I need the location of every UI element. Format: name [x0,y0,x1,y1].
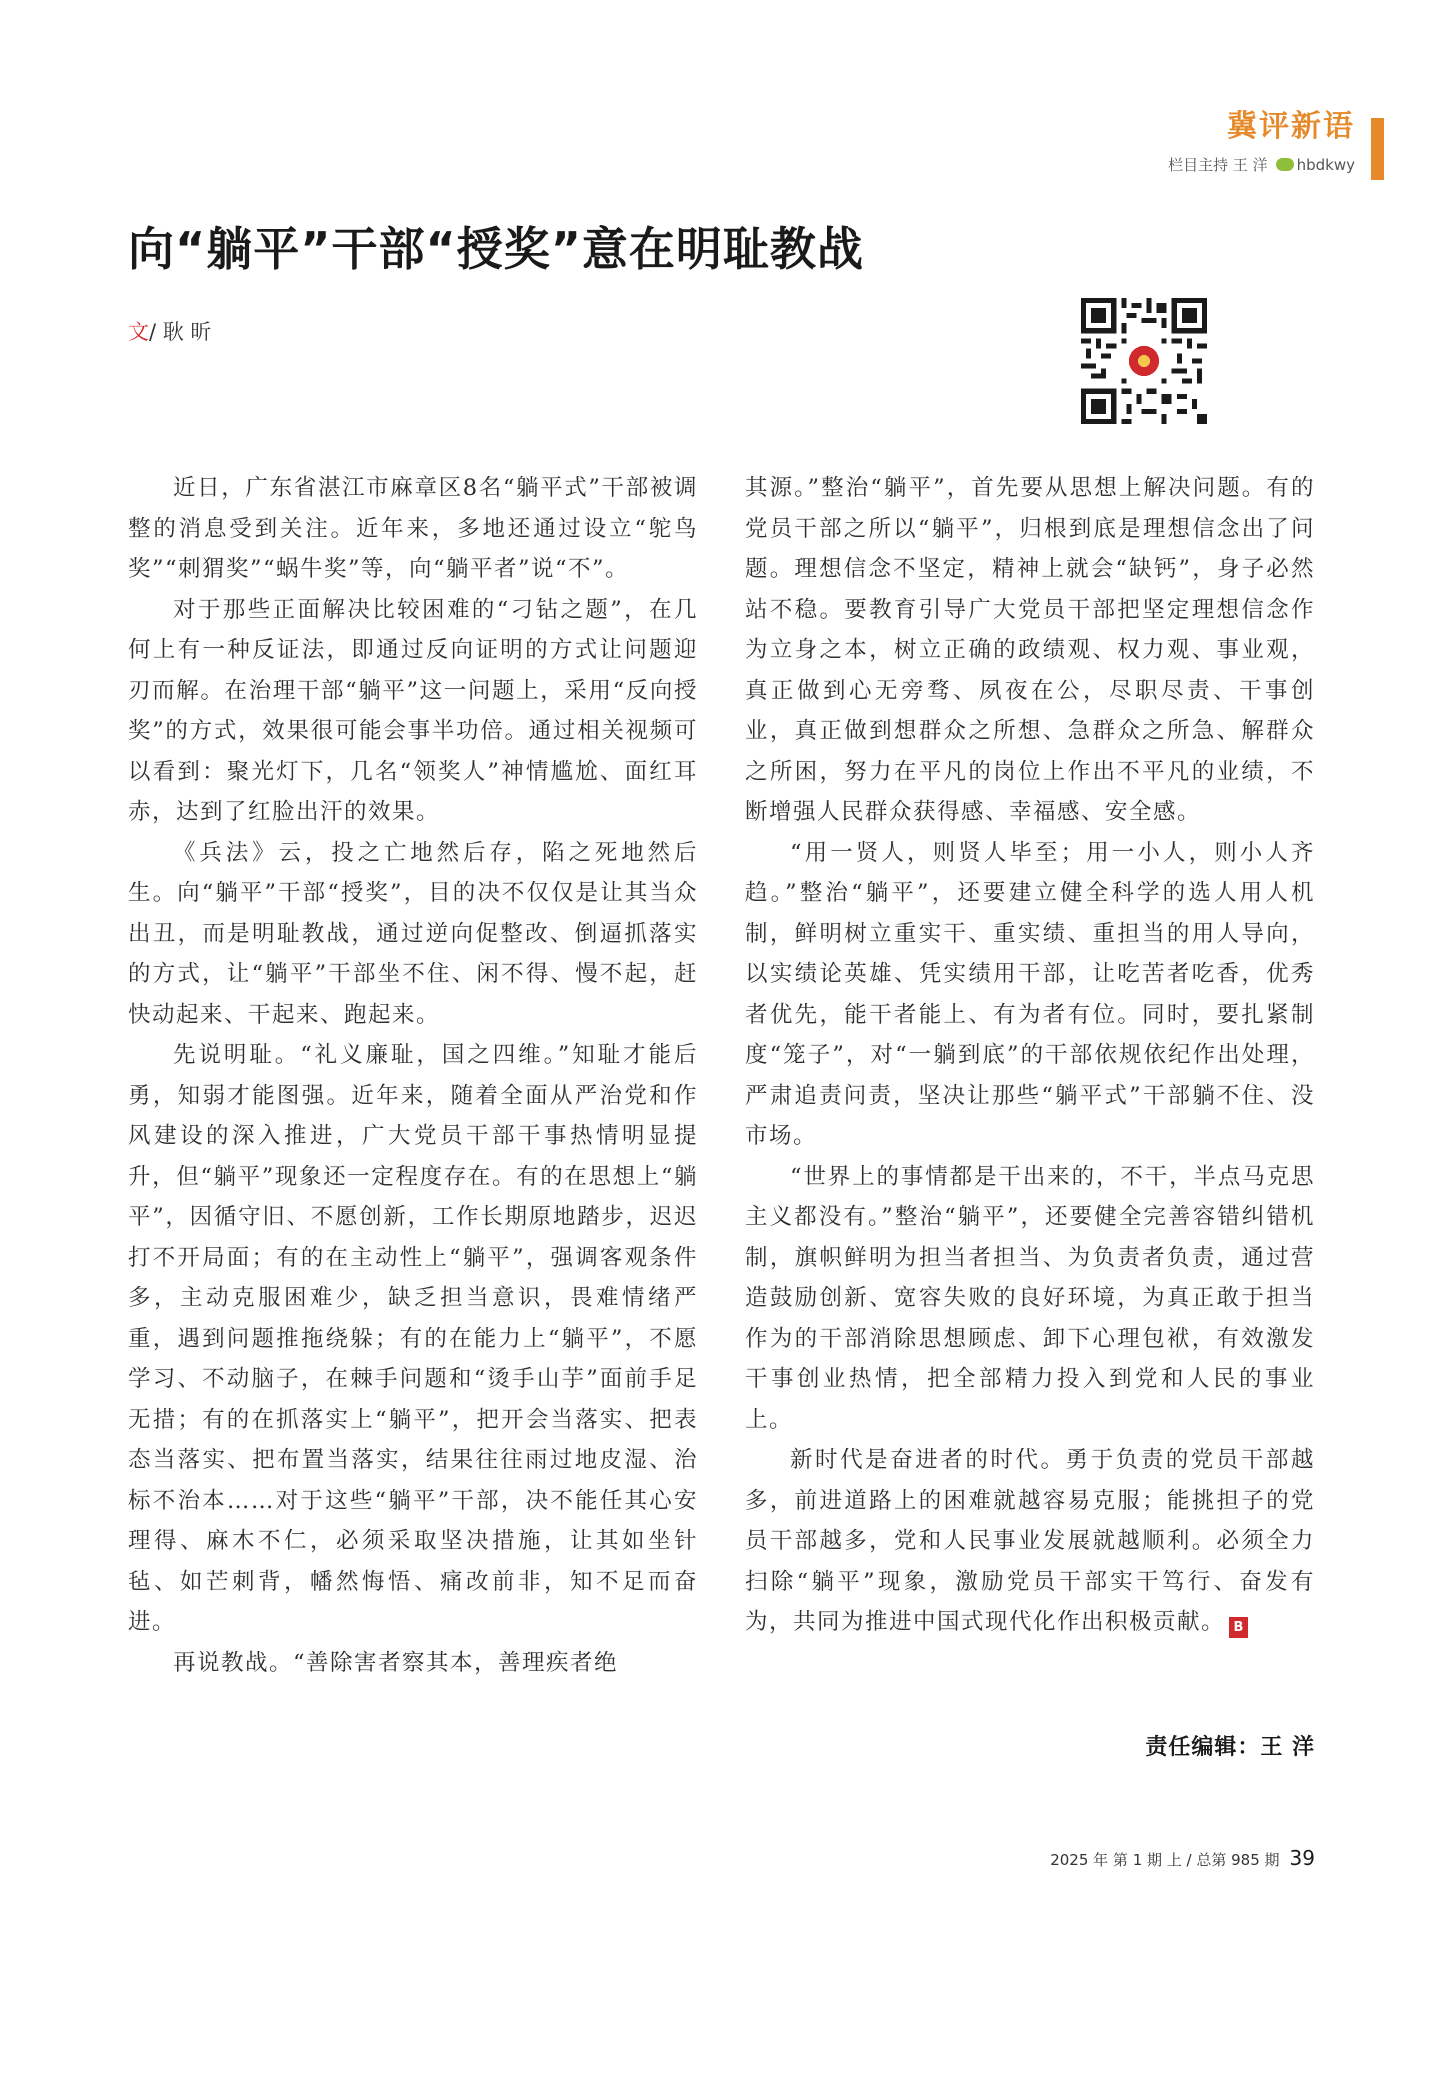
paragraph: 再说教战。“善除害者察其本，善理疾者绝 [173,1649,619,1676]
paragraph: 先说明耻。“礼义廉耻，国之四维。”知耻才能后勇，知弱才能图强。近年来，随着全面从严治党和作风建设的深入推进，广大党员干部干事热情明显提升，但“躺平”现象还一定程度存在。有的在思想上“躺平”，因循守旧、不愿创新，工作长期原地踏步，迟迟打不开局面；有的在主动性上“躺平”，强调客观条件多，主动克服困难少，缺乏担当意识，畏难情绪严重，遇到问题推拖绕躲；有的在能力上“躺平”，不愿学习、不动脑子，在棘手问题和“烫手山芋”面前手足无措；有的在抓落实上“躺平”，把开会当落实、把表态当落实、把布置当落实，结果往往雨过地皮湿、治标不治本……对于这些“躺平”干部，决不能任其心安理得、麻木不仁，必须采取坚决措施，让其如坐针毡、如芒刺背，幡然悔悟、痛改前非，知不足而奋进。 [128,1042,698,1635]
byline-author: / 耿 昕 [149,320,212,344]
responsible-editor: 责任编辑：王 洋 [1145,1735,1315,1760]
page-number: 39 [1289,1846,1315,1870]
issue-info: 2025 年 第 1 期 上 / 总第 985 期 [1050,1851,1280,1869]
page-footer [1050,1846,1315,1870]
paragraph: “世界上的事情都是干出来的，不干，半点马克思主义都没有。”整治“躺平”，还要健全完善容错纠错机制，旗帜鲜明为担当者担当、为负责者负责，通过营造鼓励创新、宽容失败的良好环境，为真正敢于担当作为的干部消除思想顾虑、卸下心理包袱，有效激发干事创业热情，把全部精力投入到党和人民的事业上。 [745,1163,1315,1433]
wechat-id: hbdkwy [1296,156,1355,174]
paragraph: 近日，广东省湛江市麻章区8名“躺平式”干部被调整的消息受到关注。近年来，多地还通过设立“鸵鸟奖”“刺猬奖”“蜗牛奖”等，向“躺平者”说“不”。 [128,475,698,582]
paragraph: “用一贤人，则贤人毕至；用一小人，则小人齐趋。”整治“躺平”，还要建立健全科学的选人用人机制，鲜明树立重实干、重实绩、重担当的用人导向，以实绩论英雄、凭实绩用干部，让吃苦者吃香，优秀者优先，能干者能上、有为者有位。同时，要扎紧制度“笼子”，对“一躺到底”的干部依规依纪作出处理，严肃追责问责，坚决让那些“躺平式”干部躺不住、没市场。 [745,839,1315,1149]
column-header [1168,109,1355,175]
paragraph-continuation: 其源。”整治“躺平”，首先要从思想上解决问题。有的党员干部之所以“躺平”，归根到底是理想信念出了问题。理想信念不坚定，精神上就会“缺钙”，身子必然站不稳。要教育引导广大党员干部把坚定理想信念作为立身之本，树立正确的政绩观、权力观、事业观，真正做到心无旁骛、夙夜在公，尽职尽责、干事创业，真正做到想群众之所想、急群众之所急、解群众之所困，努力在平凡的岗位上作出不平凡的业绩，不断增强人民群众获得感、幸福感、安全感。 [745,475,1315,825]
end-mark-icon: B [1229,1617,1248,1638]
wechat-icon [1276,158,1294,171]
paragraph-final-text: 新时代是奋进者的时代。勇于负责的党员干部越多，前进道路上的困难就越容易克服；能挑担子的党员干部越多，党和人民事业发展就越顺利。必须全力扫除“躺平”现象，激励党员干部实干笃行、奋发有为，共同为推进中国式现代化作出积极贡献。 [745,1447,1315,1635]
column-meta [1168,154,1355,175]
paragraph-final [745,1440,1315,1643]
paragraph: 《兵法》云，投之亡地然后存，陷之死地然后生。向“躺平”干部“授奖”，目的决不仅仅是让其当众出丑，而是明耻教战，通过逆向促整改、倒逼抓落实的方式，让“躺平”干部坐不住、闲不得、慢不起，赶快动起来、干起来、跑起来。 [128,839,698,1028]
article-title: 向“躺平”干部“授奖”意在明耻教战 [128,222,864,276]
column-title: 冀评新语 [1227,109,1355,144]
byline [128,316,211,346]
column-host: 栏目主持 王 洋 [1168,156,1268,174]
paragraph: 对于那些正面解决比较困难的“刁钻之题”，在几何上有一种反证法，即通过反向证明的方式让问题迎刃而解。在治理干部“躺平”这一问题上，采用“反向授奖”的方式，效果很可能会事半功倍。通过相关视频可以看到：聚光灯下，几名“领奖人”神情尴尬、面红耳赤，达到了红脸出汗的效果。 [128,596,698,825]
article-body-left-column [128,468,698,1683]
byline-prefix: 文 [128,320,149,344]
column-accent-bar [1371,118,1384,180]
qr-code-icon[interactable] [1081,298,1207,424]
article-body-right-column [745,468,1315,1643]
